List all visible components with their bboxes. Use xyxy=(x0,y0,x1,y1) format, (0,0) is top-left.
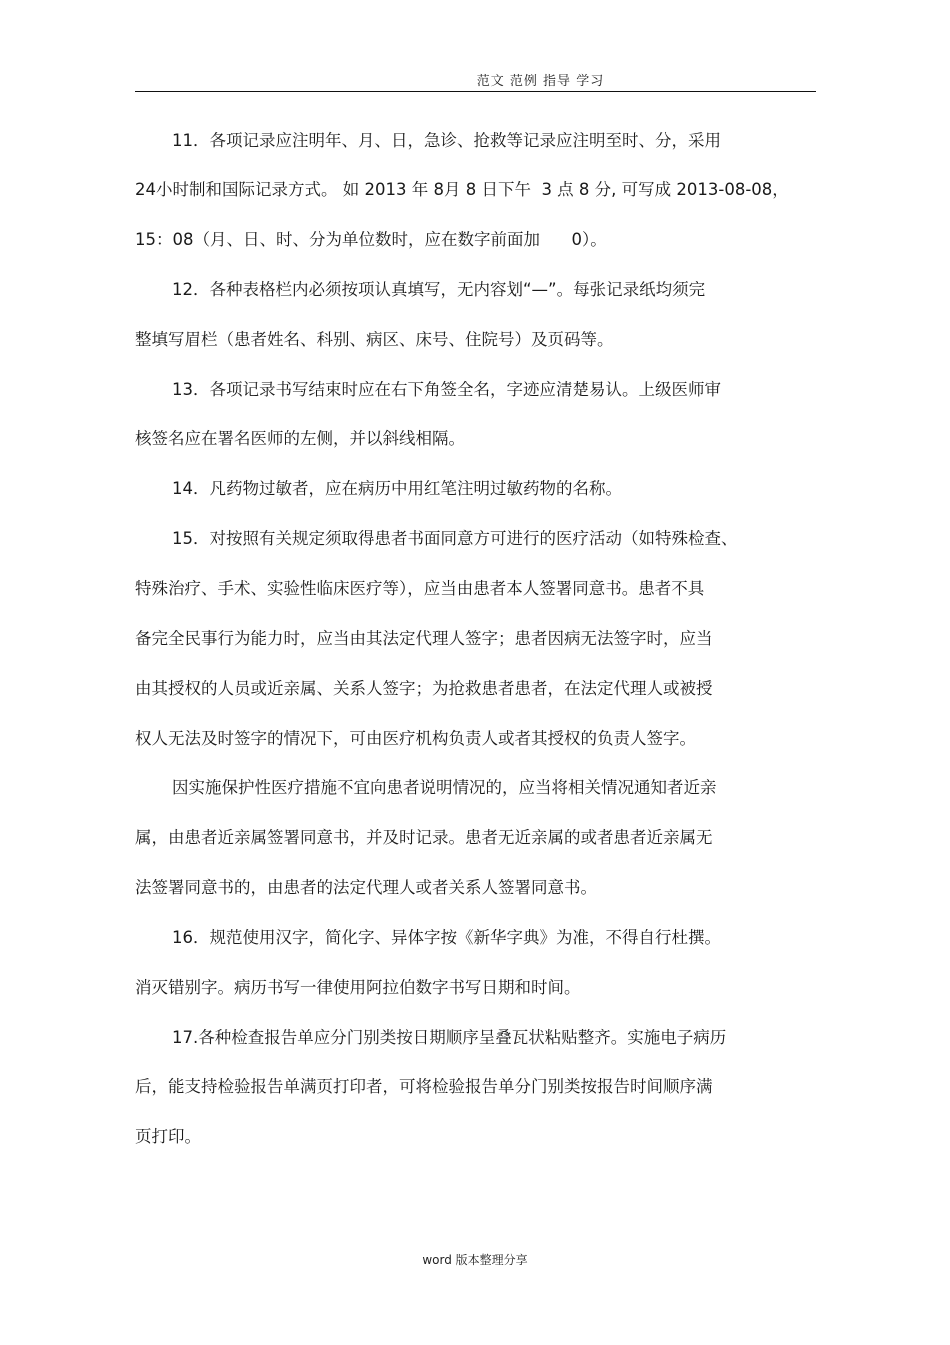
page-header: 范文 范例 指导 学习 xyxy=(476,74,605,89)
text-line: 16．规范使用汉字，简化字、异体字按《新华字典》为准，不得自行杜撰。 xyxy=(172,928,721,947)
page-footer: word 版本整理分享 xyxy=(422,1253,528,1267)
text-line: 权人无法及时签字的情况下，可由医疗机构负责人或者其授权的负责人签字。 xyxy=(135,729,696,748)
text-line: 核签名应在署名医师的左侧，并以斜线相隔。 xyxy=(135,429,465,448)
text-line: 消灭错别字。病历书写一律使用阿拉伯数字书写日期和时间。 xyxy=(135,978,581,997)
text-line: 11．各项记录应注明年、月、日，急诊、抢救等记录应注明至时、分，采用 xyxy=(172,131,721,150)
text-line: 15：08（月、日、时、分为单位数时，应在数字前面加 0）。 xyxy=(135,230,607,249)
text-line: 特殊治疗、手术、实验性临床医疗等），应当由患者本人签署同意书。患者不具 xyxy=(135,579,705,598)
text-line: 15．对按照有关规定须取得患者书面同意方可进行的医疗活动（如特殊检查、 xyxy=(172,529,738,548)
text-line: 页打印。 xyxy=(135,1127,201,1146)
text-line: 24小时制和国际记录方式。 如 2013 年 8月 8 日下午 3 点 8 分, 可写成 2013-08-08， xyxy=(135,180,789,199)
text-line: 整填写眉栏（患者姓名、科别、病区、床号、住院号）及页码等。 xyxy=(135,330,614,349)
text-line: 13．各项记录书写结束时应在右下角签全名，字迹应清楚易认。上级医师审 xyxy=(172,380,721,399)
text-line: 17.各种检查报告单应分门别类按日期顺序呈叠瓦状粘贴整齐。实施电子病历 xyxy=(172,1028,727,1047)
text-line: 由其授权的人员或近亲属、关系人签字；为抢救患者患者，在法定代理人或被授 xyxy=(135,679,713,698)
header-divider xyxy=(135,91,816,92)
text-line: 后，能支持检验报告单满页打印者，可将检验报告单分门别类按报告时间顺序满 xyxy=(135,1077,713,1096)
text-line: 法签署同意书的，由患者的法定代理人或者关系人签署同意书。 xyxy=(135,878,597,897)
text-line: 因实施保护性医疗措施不宜向患者说明情况的，应当将相关情况通知者近亲 xyxy=(172,778,717,797)
text-line: 12．各种表格栏内必须按项认真填写，无内容划“—”。每张记录纸均须完 xyxy=(172,280,706,299)
text-line: 14．凡药物过敏者，应在病历中用红笔注明过敏药物的名称。 xyxy=(172,479,622,498)
text-line: 备完全民事行为能力时，应当由其法定代理人签字；患者因病无法签字时，应当 xyxy=(135,629,713,648)
text-line: 属，由患者近亲属签署同意书，并及时记录。患者无近亲属的或者患者近亲属无 xyxy=(135,828,713,847)
